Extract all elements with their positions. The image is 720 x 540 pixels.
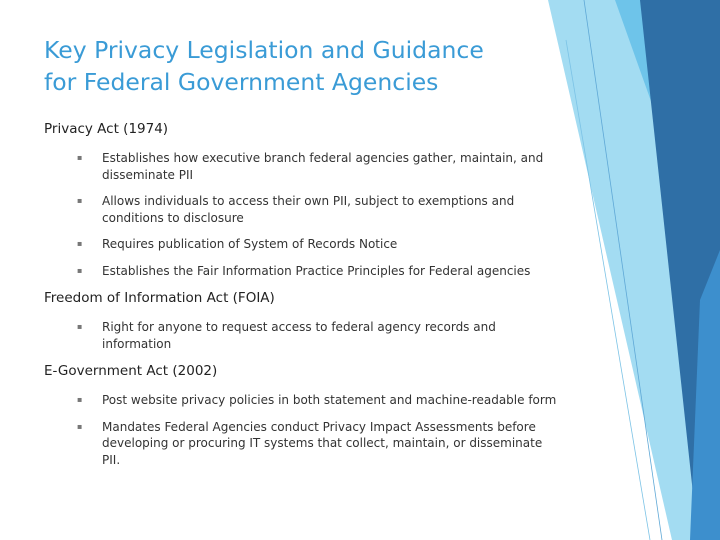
list-item-text: Post website privacy policies in both statement and machine-readable form [102,393,557,407]
bullet-icon: ▪ [77,421,83,431]
list-item [44,419,564,469]
list-item-text: Right for anyone to request access to federal agency records and information [102,320,496,351]
list-item [44,392,564,409]
slide-content [44,120,584,478]
bullet-list [44,319,584,352]
bullet-icon: ▪ [77,395,83,404]
list-item-text: Mandates Federal Agencies conduct Privacy Impact Assessments before developing or procuring IT systems that collect, maintain, or disseminate PII. [102,419,543,467]
bullet-list [44,392,584,468]
bullet-icon: ▪ [77,265,83,275]
list-item [44,263,564,280]
section-foia [44,289,584,352]
list-item-text: Establishes how executive branch federal agencies gather, maintain, and disseminate PII [102,151,544,182]
section-privacy-act [44,120,584,279]
bullet-icon: ▪ [77,196,83,205]
section-e-government-act [44,362,584,468]
list-item [44,193,564,226]
bullet-icon: ▪ [77,322,83,331]
section-heading: Privacy Act (1974) [44,121,169,137]
slide-title: Key Privacy Legislation and Guidance for Federal Government Agencies [44,36,484,96]
bullet-icon: ▪ [77,239,83,248]
list-item-text: Requires publication of System of Records Notice [102,237,398,251]
list-item-text: Establishes the Fair Information Practice Principles for Federal agencies [102,263,531,278]
bullet-list [44,150,584,279]
list-item [44,319,564,352]
list-item [44,150,564,183]
list-item [44,236,564,253]
section-heading: Freedom of Information Act (FOIA) [44,290,275,306]
bullet-icon: ▪ [77,153,83,162]
list-item-text: Allows individuals to access their own PII, subject to exemptions and conditions to disclosure [102,194,515,225]
section-heading: E-Government Act (2002) [44,363,218,379]
